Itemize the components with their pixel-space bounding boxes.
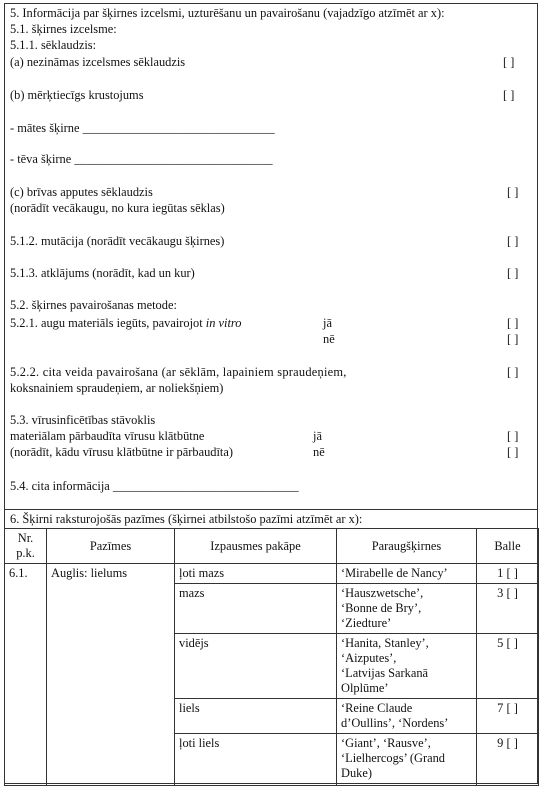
checkbox-unknown-seedling[interactable]: [ ] — [503, 55, 515, 69]
table-row — [5, 564, 539, 584]
father-variety-field[interactable]: - tēva šķirne ________________________________ — [10, 152, 273, 166]
examples-cell: ‘Mirabelle de Nancy’ — [337, 564, 477, 584]
feature-name: Auglis: lielums — [47, 564, 175, 786]
score-checkbox[interactable]: 1 [ ] — [477, 564, 539, 584]
level-cell: ļoti mazs — [175, 564, 337, 584]
option-discovery: 5.1.3. atklājums (norādīt, kad un kur) — [10, 266, 195, 280]
score-checkbox[interactable]: 5 [ ] — [477, 634, 539, 699]
checkbox-other-propagation[interactable]: [ ] — [507, 365, 519, 379]
examples-cell: ‘Giant’, ‘Rausve’, ‘Lielhercogs’ (Grand Duke) — [337, 734, 477, 786]
virus-yes-label: jā — [313, 429, 322, 443]
section5-heading: 5. Informācija par šķirnes izcelsmi, uzturēšanu un pavairošanu (vajadzīgo atzīmēt ar x): — [10, 6, 445, 20]
row-number: 6.1. — [5, 564, 47, 786]
option-open-pollinated: (c) brīvas apputes sēklaudzis — [10, 185, 153, 199]
virus-no-label: nē — [313, 445, 325, 459]
in-vitro-yes-label: jā — [323, 316, 332, 330]
virus-status-heading: 5.3. vīrusinficētības stāvoklis — [10, 413, 156, 427]
col-header-level: Izpausmes pakāpe — [175, 529, 337, 564]
checkbox-open-pollinated[interactable]: [ ] — [507, 185, 519, 199]
checkbox-in-vitro-yes[interactable]: [ ] — [507, 316, 519, 330]
score-checkbox[interactable]: 3 [ ] — [477, 584, 539, 634]
seedling-heading: 5.1.1. sēklaudzis: — [10, 38, 97, 52]
option-other-propagation: 5.2.2. cita veida pavairošana (ar sēklām, lapainiem spraudeņiem, — [10, 365, 347, 379]
virus-note: (norādīt, kādu vīrusu klātbūtne ir pārbaudīta) — [10, 445, 233, 459]
table-header-row — [5, 529, 539, 564]
other-info-field[interactable]: 5.4. cita informācija ______________________________ — [10, 479, 299, 493]
other-propagation-note: koksnainiem spraudeņiem, ar noliekšņiem) — [10, 381, 224, 395]
virus-tested-label: materiālam pārbaudīta vīrusu klātbūtne — [10, 429, 205, 443]
in-vitro-no-label: nē — [323, 332, 335, 346]
examples-cell: ‘Hauszwetsche’, ‘Bonne de Bry’, ‘Ziedture’ — [337, 584, 477, 634]
col-header-number: Nr. p.k. — [5, 529, 47, 564]
level-cell: ļoti liels — [175, 734, 337, 786]
examples-cell: ‘Hanita, Stanley’, ‘Aizputes’, ‘Latvijas Sarkanā Olplūme’ — [337, 634, 477, 699]
level-cell: mazs — [175, 584, 337, 634]
section6-heading: 6. Šķirni raksturojošās pazīmes (šķirnei atbilstošo pazīmi atzīmēt ar x): — [10, 512, 363, 526]
propagation-heading: 5.2. šķirnes pavairošanas metode: — [10, 298, 177, 312]
level-cell: liels — [175, 699, 337, 734]
level-cell: vidējs — [175, 634, 337, 699]
score-checkbox[interactable]: 9 [ ] — [477, 734, 539, 786]
checkbox-mutation[interactable]: [ ] — [507, 234, 519, 248]
checkbox-in-vitro-no[interactable]: [ ] — [507, 332, 519, 346]
option-targeted-cross: (b) mērķtiecīgs krustojums — [10, 88, 144, 102]
examples-cell: ‘Reine Claude d’Oullins’, ‘Nordens’ — [337, 699, 477, 734]
section-divider — [4, 509, 538, 510]
checkbox-discovery[interactable]: [ ] — [507, 266, 519, 280]
col-header-examples: Paraugšķirnes — [337, 529, 477, 564]
score-checkbox[interactable]: 7 [ ] — [477, 699, 539, 734]
col-header-score: Balle — [477, 529, 539, 564]
option-mutation: 5.1.2. mutācija (norādīt vecākaugu šķirnes) — [10, 234, 225, 248]
checkbox-targeted-cross[interactable]: [ ] — [503, 88, 515, 102]
mother-variety-field[interactable]: - mātes šķirne _______________________________ — [10, 121, 275, 135]
origin-heading: 5.1. šķirnes izcelsme: — [10, 22, 117, 36]
option-in-vitro: 5.2.1. augu materiāls iegūts, pavairojot in vitro — [10, 316, 242, 330]
option-unknown-seedling: (a) nezināmas izcelsmes sēklaudzis — [10, 55, 186, 69]
col-header-feature: Pazīmes — [47, 529, 175, 564]
checkbox-virus-no[interactable]: [ ] — [507, 445, 519, 459]
checkbox-virus-yes[interactable]: [ ] — [507, 429, 519, 443]
open-pollinated-note: (norādīt vecākaugu, no kura iegūtas sēklas) — [10, 201, 225, 215]
characteristics-table — [4, 528, 539, 786]
